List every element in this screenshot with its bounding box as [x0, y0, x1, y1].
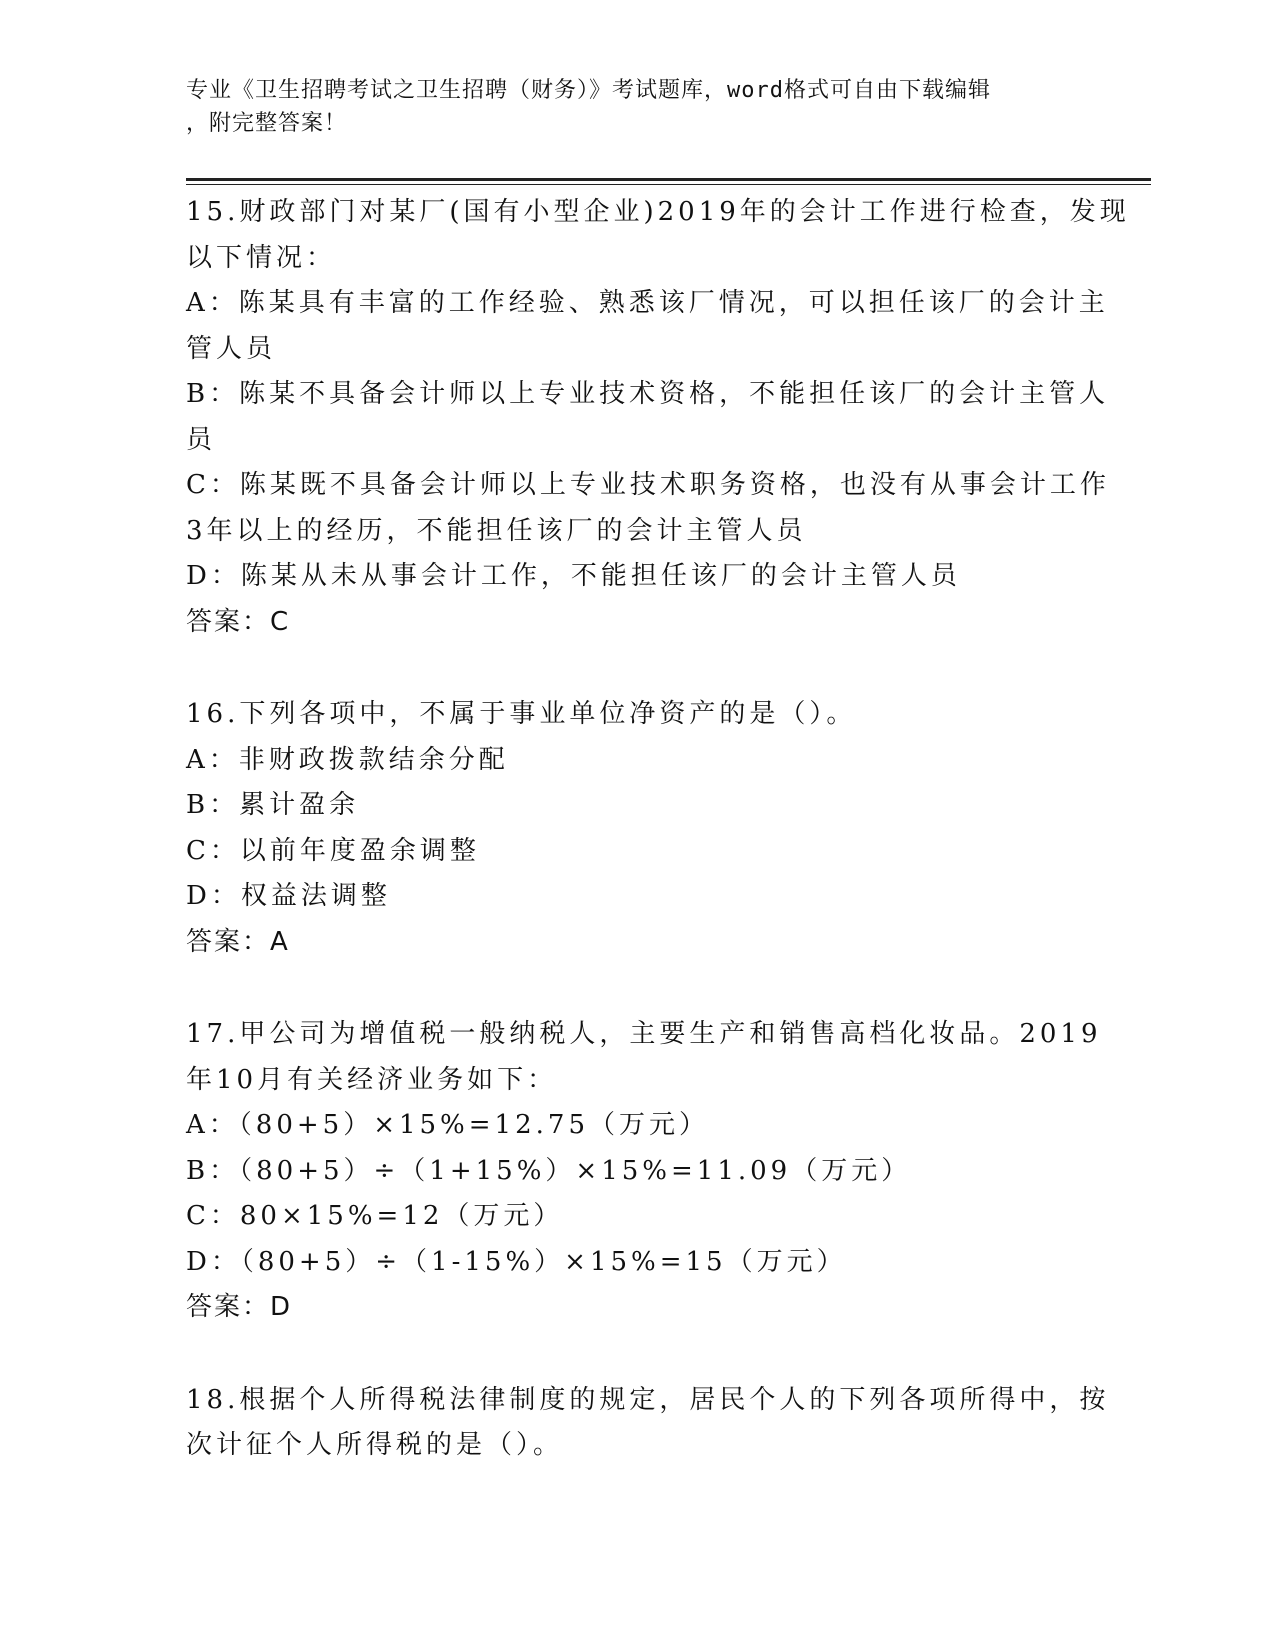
question-text: 18.根据个人所得税法律制度的规定，居民个人的下列各项所得中，按	[186, 1384, 1110, 1415]
option-d: D：陈某从未从事会计工作，不能担任该厂的会计主管人员	[186, 561, 961, 591]
question-text: 15.财政部门对某厂(国有小型企业)2019年的会计工作进行检查，发现	[186, 197, 1130, 227]
document-header	[186, 74, 1066, 140]
spacer	[186, 667, 1086, 692]
question-15	[186, 190, 1130, 645]
option-b: B：（80+5）÷（1+15%）×15%=11.09（万元）	[186, 1155, 912, 1186]
question-text: 次计征个人所得税的是（）。	[186, 1430, 564, 1460]
option-b: B：累计盈余	[186, 790, 360, 820]
header-divider-thin	[186, 184, 1151, 185]
option-d: D：权益法调整	[186, 881, 391, 911]
option-a-cont: 管人员	[186, 333, 277, 364]
option-b-cont: 员	[186, 424, 217, 455]
option-c: C：陈某既不具备会计师以上专业技术职务资格，也没有从事会计工作	[186, 470, 1110, 500]
option-d: D：（80+5）÷（1-15%）×15%=15（万元）	[186, 1246, 847, 1277]
option-b: B：陈某不具备会计师以上专业技术资格，不能担任该厂的会计主管人	[186, 379, 1110, 409]
question-text: 16.下列各项中，不属于事业单位净资产的是（）。	[186, 699, 857, 729]
question-16	[186, 692, 1086, 965]
option-c-cont: 3年以上的经历，不能担任该厂的会计主管人员	[186, 515, 807, 546]
spacer	[186, 1353, 1086, 1378]
header-divider-thick	[186, 178, 1151, 181]
option-a: A：非财政拨款结余分配	[186, 744, 509, 775]
header-line-2: ，附完整答案！	[186, 111, 348, 136]
answer-label: 答案：D	[186, 1292, 293, 1322]
question-list	[186, 190, 1130, 1491]
option-c: C：以前年度盈余调整	[186, 835, 480, 866]
option-a: A：（80+5）×15%=12.75（万元）	[186, 1110, 709, 1140]
answer-label: 答案：C	[186, 606, 291, 637]
spacer	[186, 987, 1086, 1012]
option-a: A：陈某具有丰富的工作经验、熟悉该厂情况，可以担任该厂的会计主	[186, 288, 1109, 318]
question-18	[186, 1378, 1110, 1469]
header-line-1: 专业《卫生招聘考试之卫生招聘（财务）》考试题库，word格式可自由下载编辑	[186, 78, 991, 103]
question-17	[186, 1012, 1102, 1331]
question-text: 年10月有关经济业务如下：	[186, 1064, 558, 1095]
question-text: 17.甲公司为增值税一般纳税人，主要生产和销售高档化妆品。2019	[186, 1019, 1102, 1049]
answer-label: 答案：A	[186, 926, 290, 957]
question-text: 以下情况：	[186, 242, 337, 273]
option-c: C：80×15%=12（万元）	[186, 1201, 564, 1231]
